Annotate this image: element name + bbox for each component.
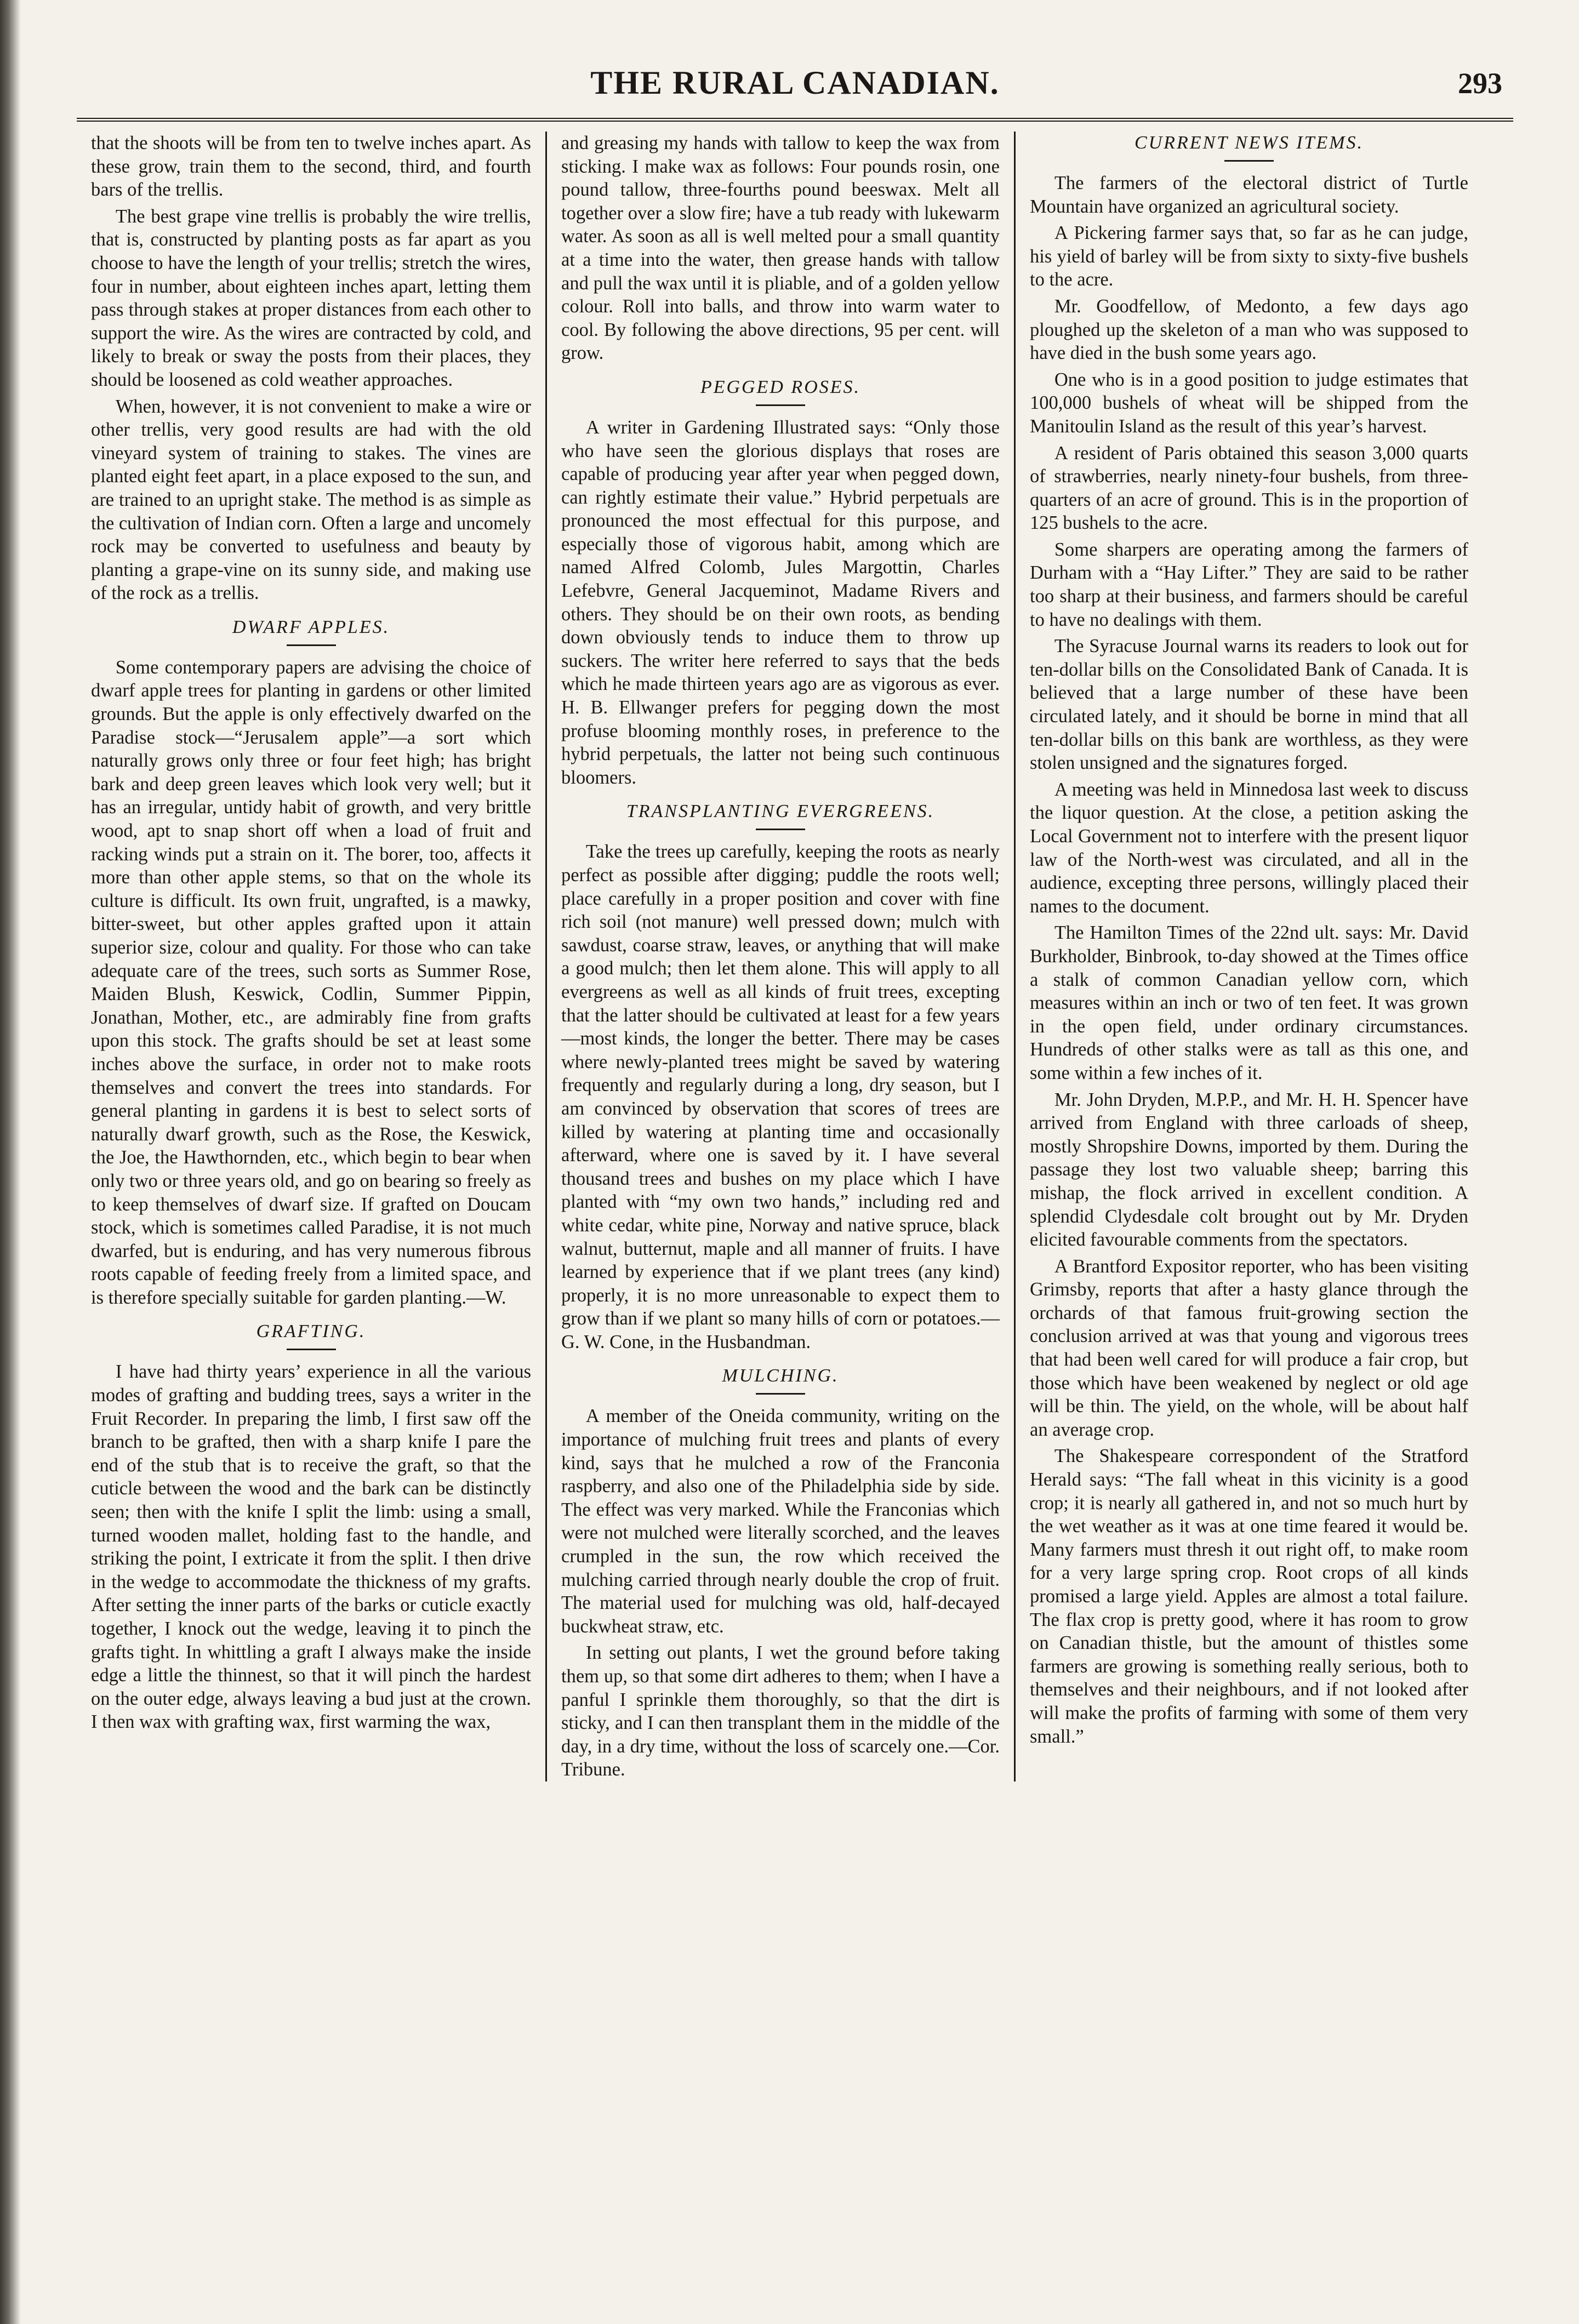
news-item: Some sharpers are operating among the farmers of Durham with a “Hay Lifter.” They are said to be rather too sharp at their business, and farmers should be careful to have no dealings with them. — [1030, 539, 1468, 630]
grape-trellis-paragraph: When, however, it is not convenient to make a wire or other trellis, very good results are had with the old vineyard system of training to stakes. The vines are planted eight feet apart, in a place exposed to the sun, and are trained to an upright stake. The method is as simple as the cultivation of Indian corn. Often a large and uncomely rock may be converted to usefulness and beauty by planting a grape-vine on its sunny side, and making use of the rock as a trellis. — [91, 396, 531, 604]
article-columns — [77, 132, 1513, 1781]
section-divider — [1224, 160, 1274, 162]
section-title-transplanting-evergreens: TRANSPLANTING EVERGREENS. — [626, 801, 935, 822]
column-1 — [77, 132, 545, 1781]
page-header — [77, 52, 1513, 122]
pegged-roses-paragraph: A writer in Gardening Illustrated says: “Only those who have seen the glorious displays that roses are capable of producing year after year when pegged down, can rightly estimate their value.” Hybrid perpetuals are pronounced the most effectual for this purpose, and especially those of vigorous habit, among which are named Alfred Colomb, Jules Margottin, Charles Lefebvre, General Jacqueminot, Madame Rivers and others. They should be on their own roots, as bending down obviously tends to induce them to throw up suckers. The writer here referred to says that the beds which he made thirteen years ago are as vigorous as ever. H. B. Ellwanger prefers for pegging down the most profuse blooming monthly roses, in preference to the hybrid perpetuals, the latter not being such continuous bloomers. — [561, 416, 1000, 788]
news-item: A resident of Paris obtained this season 3,000 quarts of strawberries, nearly ninety-four bushels, from three-quarters of an acre of ground. This is in the proportion of 125 bushels to the acre. — [1030, 442, 1468, 534]
mulching-paragraph: A member of the Oneida community, writing on the importance of mulching fruit trees and plants of every kind, says that he mulched a row of the Franconia raspberry, and also one of the Philadelphia side by side. The effect was very marked. While the Franconias which were not mulched were literally scorched, and the leaves crumpled in the sun, the row which received the mulching carried through nearly double the crop of fruit. The material used for mulching was old, half-decayed buckwheat straw, etc. — [561, 1406, 1000, 1637]
section-title-dwarf-apples: DWARF APPLES. — [232, 616, 390, 637]
column-2 — [545, 132, 1014, 1781]
scan-binding-edge — [0, 0, 21, 2324]
page-number: 293 — [1458, 67, 1502, 100]
news-item: The Shakespeare correspondent of the Stratford Herald says: “The fall wheat in this vicinity is a good crop; it is nearly all gathered in, and not so much hurt by the wet weather as it was at one time feared it would be. Many farmers must thresh it out right off, to make room for a very large spring crop. Root crops of all kinds promised a large yield. Apples are almost a total failure. The flax crop is pretty good, where it has room to grow on Canadian thistle, but the amount of thistles some farmers are growing is something really serious, both to themselves and their neighbours, and if not looked after will make the profits of farming with some of them very small.” — [1030, 1446, 1468, 1747]
column-3 — [1014, 132, 1483, 1781]
section-divider — [287, 1349, 336, 1350]
section-divider — [287, 644, 336, 646]
news-item: Mr. John Dryden, M.P.P., and Mr. H. H. Spencer have arrived from England with three carloads of sheep, mostly Shropshire Downs, imported by them. During the passage they lost two valuable sheep; barring this mishap, the flock arrived in excellent condition. A splendid Clydesdale colt brought out by Mr. Dryden elicited favourable comments from the spectators. — [1030, 1089, 1468, 1250]
mulching-paragraph: In setting out plants, I wet the ground before taking them up, so that some dirt adheres to them; when I have a panful I sprinkle them thoroughly, so that the dirt is sticky, and I can then transplant them in the middle of the day, in a dry time, without the loss of scarcely one.—Cor. Tribune. — [561, 1642, 1000, 1780]
grape-trellis-paragraph: The best grape vine trellis is probably the wire trellis, that is, constructed by planting posts as far apart as you choose to have the length of your trellis; stretch the wires, four in number, about eighteen inches apart, letting them pass through stakes at proper distances from each other to support the wire. As the wires are contracted by cold, and likely to break or sway the posts from their places, they should be loosened as cold weather approaches. — [91, 205, 531, 390]
section-title-grafting: GRAFTING. — [256, 1321, 366, 1342]
news-item: A Pickering farmer says that, so far as he can judge, his yield of barley will be from sixty to sixty-five bushels to the acre. — [1030, 222, 1468, 290]
section-title-current-news: CURRENT NEWS ITEMS. — [1134, 133, 1364, 153]
grafting-continued-paragraph: and greasing my hands with tallow to keep the wax from sticking. I make wax as follows: Four pounds rosin, one pound tallow, three-fourths pound beeswax. Melt all together over a slow fire; have a tub ready with lukewarm water. As soon as all is well melted pour a small quantity at a time into the water, then grease hands with tallow and pull the wax until it is pliable, and of a golden yellow colour. Roll into balls, and throw into warm water to cool. By following the above directions, 95 per cent. will grow. — [561, 133, 1000, 364]
grafting-paragraph: I have had thirty years’ experience in all the various modes of grafting and budding trees, says a writer in the Fruit Recorder. In preparing the limb, I first saw off the branch to be grafted, then with a sharp knife I pare the end of the stub that is to receive the graft, so that the cuticle between the wood and the bark can be distinctly seen; then with the knife I split the limb: using a small, turned wooden mallet, holding fast to the handle, and striking the point, I extricate it from the split. I then drive in the wedge to accommodate the thickness of my grafts. After setting the inner parts of the barks or cuticle exactly together, I knock out the wedge, leaving it to pinch the grafts tight. In whittling a graft I always make the inside edge a little the thinnest, so that it will pinch the hardest on the outer edge, always leaving a bud just at the crown. I then wax with grafting wax, first warming the wax, — [91, 1361, 531, 1733]
masthead-title: THE RURAL CANADIAN. — [590, 65, 1000, 101]
section-title-pegged-roses: PEGGED ROSES. — [700, 376, 861, 397]
news-item: Mr. Goodfellow, of Medonto, a few days ago ploughed up the skeleton of a man who was supposed to have died in the bush some years ago. — [1030, 295, 1468, 364]
grape-trellis-paragraph: that the shoots will be from ten to twelve inches apart. As these grow, train them to the second, third, and fourth bars of the trellis. — [91, 133, 531, 201]
news-item: A Brantford Expositor reporter, who has been visiting Grimsby, reports that after a hasty glance through the orchards of that famous fruit-growing section the conclusion arrived at was that young and vigorous trees that had been well cared for will produce a fair crop, but those which have been weakened by neglect or old age will be thin. The yield, on the whole, will be about half an average crop. — [1030, 1255, 1468, 1440]
news-item: The farmers of the electoral district of Turtle Mountain have organized an agricultural society. — [1030, 172, 1468, 217]
section-divider — [756, 404, 805, 406]
transplanting-paragraph: Take the trees up carefully, keeping the roots as nearly perfect as possible after digging; puddle the roots well; place carefully in a proper position and cover with fine rich soil (not manure) well pressed down; mulch with sawdust, coarse straw, leaves, or anything that will make a good mulch; then let them alone. This will apply to all evergreens as well as all kinds of fruit trees, excepting that the latter should be cultivated at least for a few years—most kinds, the longer the better. There may be cases where newly-planted trees might be saved by watering frequently and regularly during a long, dry season, but I am convinced by observation that scores of trees are killed by watering at planting time and occasionally afterward, where one is saved by it. I have several thousand trees and bushes on my place which I have planted with “my own two hands,” including red and white cedar, white pine, Norway and native spruce, black walnut, butternut, maple and all manner of fruits. I have learned by experience that if we plant trees (any kind) properly, it is no more unreasonable to expect them to grow than if we plant so many hills of corn or potatoes.—G. W. Cone, in the Husbandman. — [561, 841, 1000, 1352]
section-title-mulching: MULCHING. — [722, 1366, 839, 1386]
news-item: A meeting was held in Minnedosa last week to discuss the liquor question. At the close, a petition asking the Local Government not to interfere with the present liquor law of the North-west was circulated, and all in the audience, excepting three persons, willingly placed their names to the document. — [1030, 779, 1468, 917]
news-item: One who is in a good position to judge estimates that 100,000 bushels of wheat will be shipped from the Manitoulin Island as the result of this year’s harvest. — [1030, 369, 1468, 437]
news-item: The Hamilton Times of the 22nd ult. says: Mr. David Burkholder, Binbrook, to-day showed at the Times office a stalk of common Canadian yellow corn, which measures within an inch or two of ten feet. It was grown in the open field, under ordinary circumstances. Hundreds of other stalks were as tall as this one, and some within a few inches of it. — [1030, 922, 1468, 1083]
dwarf-apples-paragraph: Some contemporary papers are advising the choice of dwarf apple trees for planting in gardens or other limited grounds. But the apple is only effectively dwarfed on the Paradise stock—“Jerusalem apple”—a sort which naturally grows only three or four feet high; has bright bark and deep green leaves which look very well; but it has an irregular, untidy habit of growth, and very brittle wood, apt to snap short off when a load of fruit and racking winds put a strain on it. The borer, too, affects it more than other apple stems, so that on the whole its culture is difficult. Its own fruit, ungrafted, is a mawky, bitter-sweet, but other apples grafted upon it attain superior size, colour and quality. For those who can take adequate care of the trees, such sorts as Summer Rose, Maiden Blush, Keswick, Codlin, Summer Pippin, Jonathan, Mother, etc., are admirably fine from grafts upon this stock. The grafts should be set at least some inches above the surface, in order not to make roots themselves and convert the trees into standards. For general planting in gardens it is best to select sorts of naturally dwarf growth, such as the Rose, the Keswick, the Joe, the Hawthornden, etc., which begin to bear when only two or three years old, and go on bearing so freely as to keep themselves of dwarf size. If grafted on Doucam stock, which is sometimes called Paradise, it is not much dwarfed, but is enduring, and has very numerous fibrous roots capable of feeding freely from a limited space, and is therefore specially suitable for garden planting.—W. — [91, 656, 531, 1308]
section-divider — [756, 829, 805, 830]
section-divider — [756, 1393, 805, 1395]
news-item: The Syracuse Journal warns its readers to look out for ten-dollar bills on the Consolidated Bank of Canada. It is believed that a large number of these have been circulated lately, and it should be borne in mind that all ten-dollar bills on this bank are worthless, as they were stolen unsigned and the signatures forged. — [1030, 636, 1468, 774]
